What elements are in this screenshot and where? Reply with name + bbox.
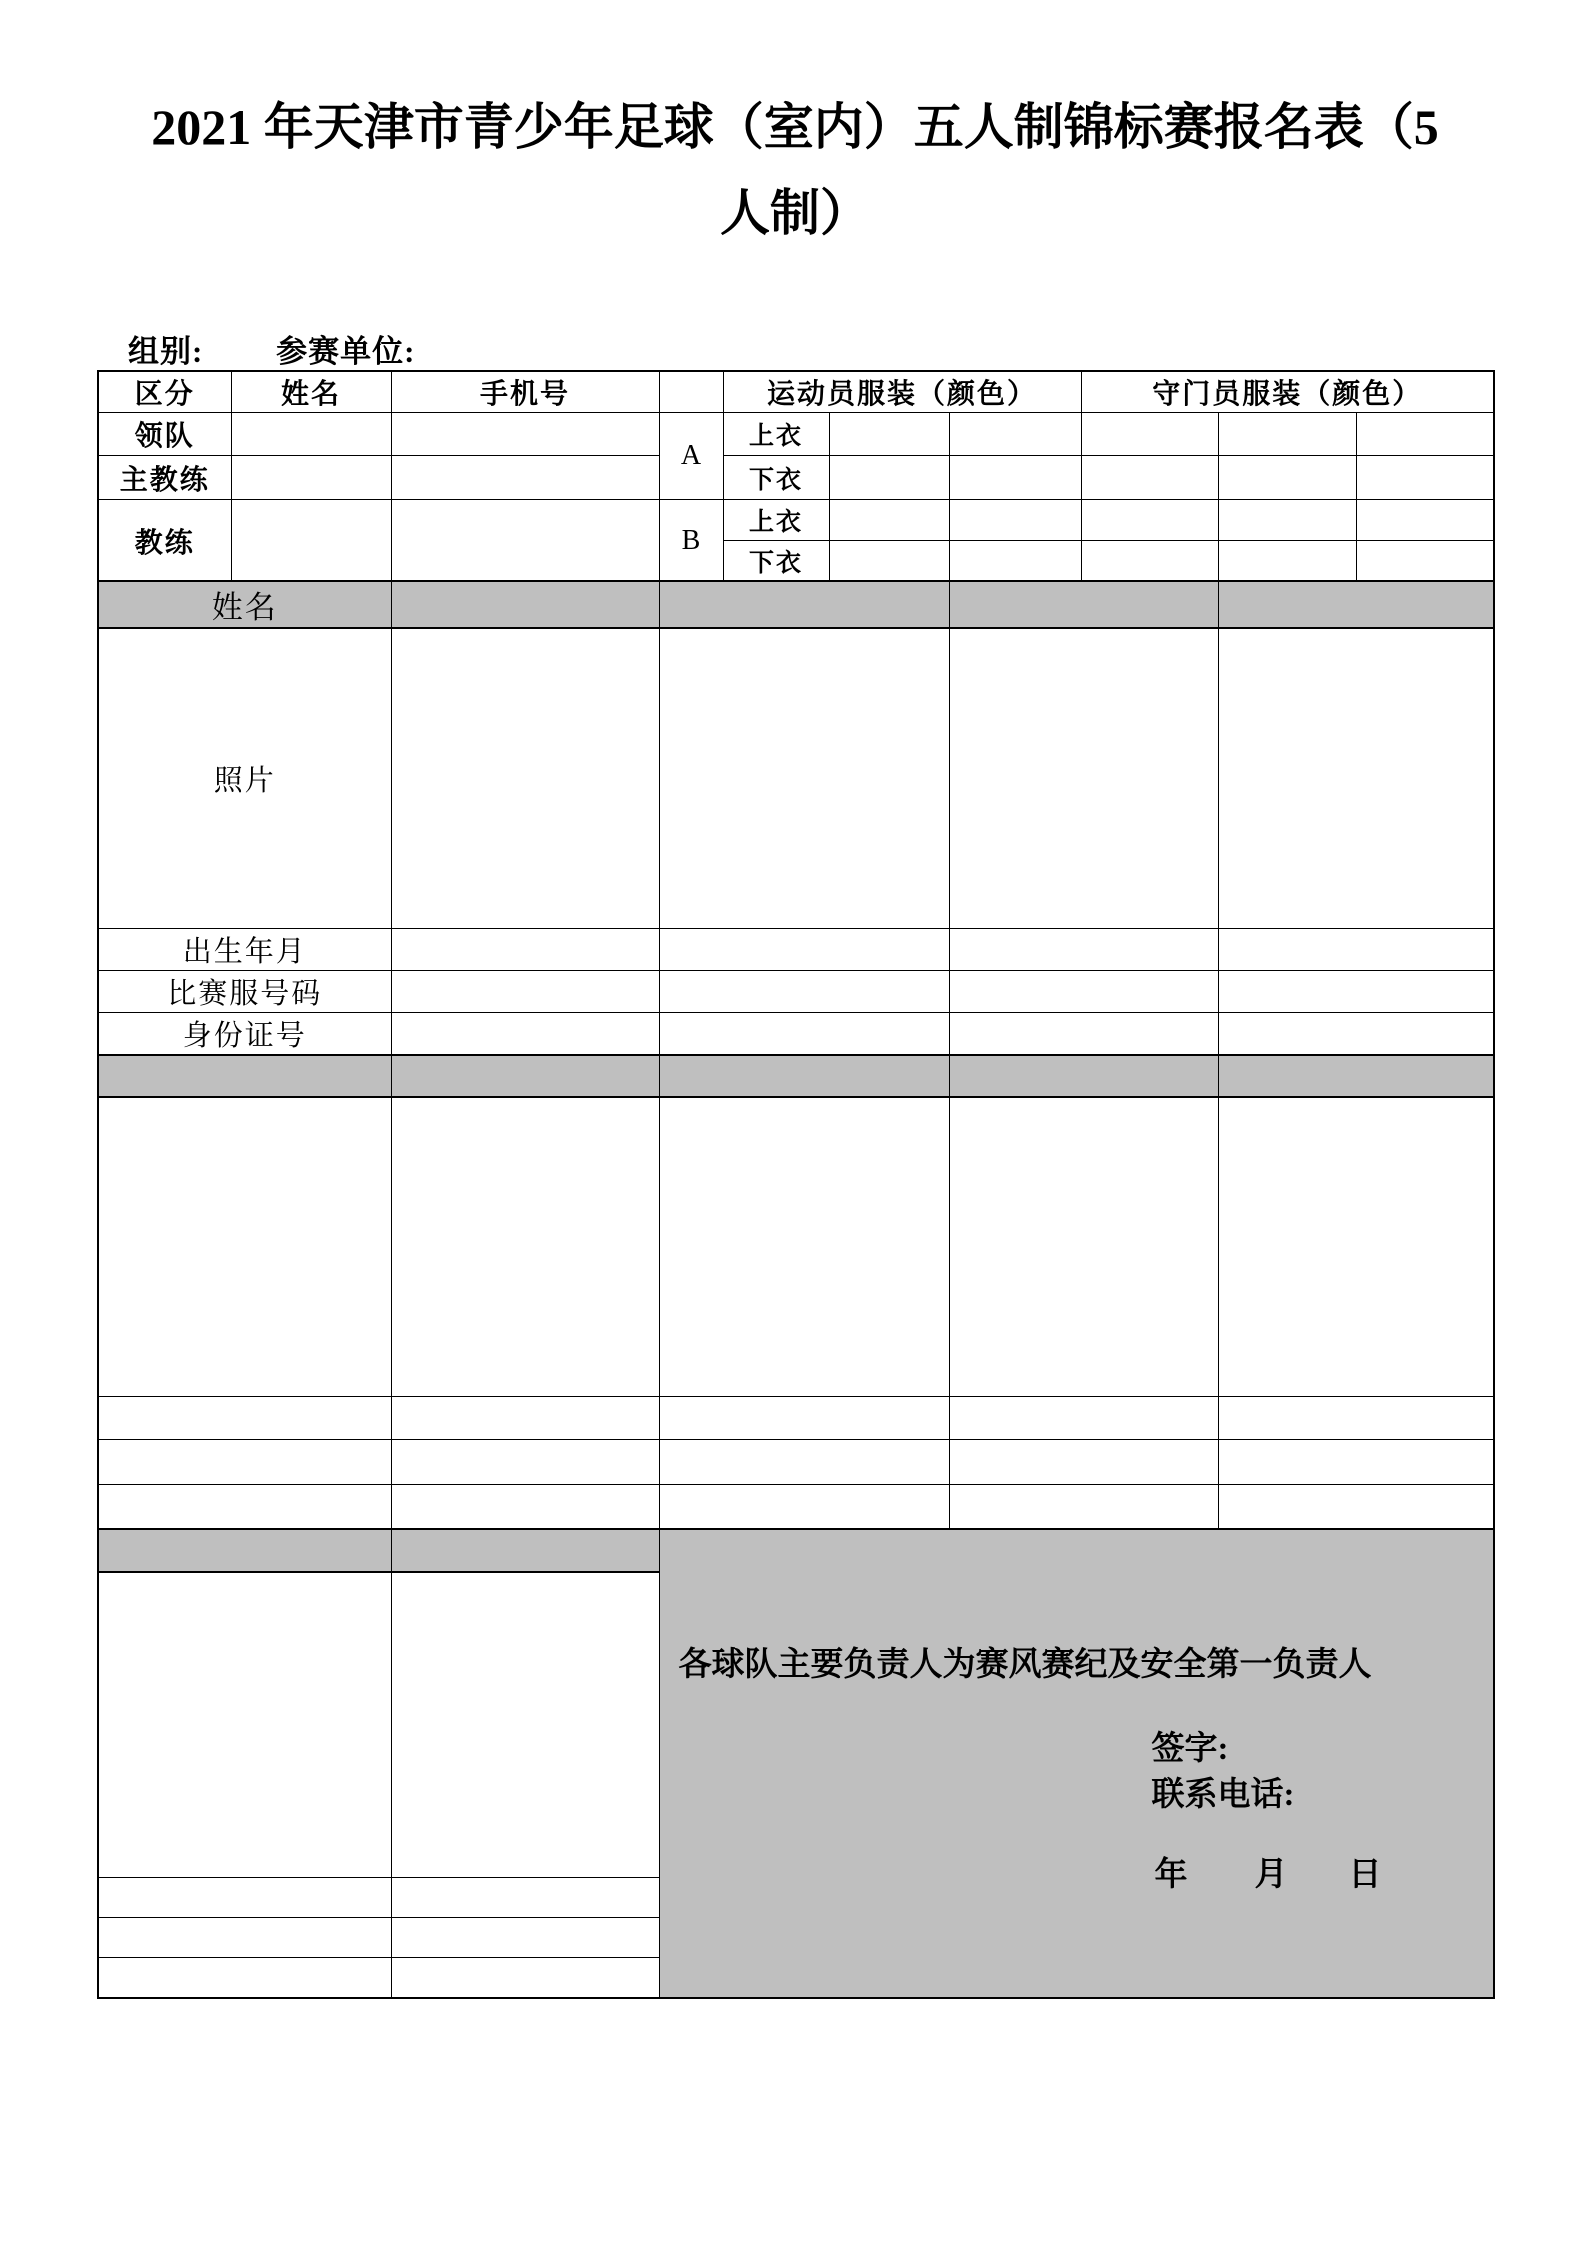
leader-row bbox=[98, 413, 1494, 456]
photo-cell bbox=[659, 1097, 949, 1397]
birth-cell-2 bbox=[659, 928, 949, 970]
staff-header-row bbox=[98, 371, 1494, 413]
kit-b-bottom-label: 下衣 bbox=[723, 541, 829, 583]
jersey-cell-3 bbox=[949, 970, 1218, 1012]
photo-row-2 bbox=[98, 1097, 1494, 1397]
shaded-cell bbox=[659, 1055, 949, 1097]
kit-group-a: A bbox=[659, 413, 723, 500]
roster-name-cell-1 bbox=[391, 581, 659, 628]
photo-cell-2 bbox=[659, 628, 949, 928]
header-phone: 手机号 bbox=[391, 371, 659, 413]
group-label: 组别: bbox=[128, 334, 204, 369]
kit-b-top-label: 上衣 bbox=[723, 500, 829, 541]
shaded-cell bbox=[949, 1055, 1218, 1097]
unit-label: 参赛单位: bbox=[276, 334, 416, 369]
gk-b-bottom-color-2 bbox=[1218, 541, 1356, 583]
gk-a-top-color-2 bbox=[1218, 413, 1356, 456]
roster-shaded-row-2 bbox=[98, 1055, 1494, 1097]
leader-label: 领队 bbox=[98, 413, 231, 456]
jersey-cell bbox=[391, 1440, 659, 1485]
photo-cell bbox=[98, 1572, 391, 1878]
jersey-row-1 bbox=[98, 970, 1494, 1012]
photo-cell-3 bbox=[949, 628, 1218, 928]
id-row-1 bbox=[98, 1012, 1494, 1055]
birth-cell bbox=[391, 1878, 659, 1918]
header-category: 区分 bbox=[98, 371, 231, 413]
responsibility-text: 各球队主要负责人为赛风赛纪及安全第一负责人 bbox=[678, 1646, 1372, 1683]
kit-b-top-color-1 bbox=[829, 500, 949, 541]
id-cell-3 bbox=[949, 1012, 1218, 1055]
gk-a-top-color-3 bbox=[1356, 413, 1494, 456]
shaded-cell bbox=[98, 1055, 391, 1097]
birth-cell bbox=[659, 1397, 949, 1440]
jersey-cell bbox=[98, 1440, 391, 1485]
birth-label: 出生年月 bbox=[98, 928, 391, 970]
kit-a-top-label: 上衣 bbox=[723, 413, 829, 456]
page-title-line1: 2021 年天津市青少年足球（室内）五人制锦标赛报名表（5 bbox=[151, 99, 1439, 155]
page-title bbox=[97, 84, 1493, 256]
gk-b-top-color-2 bbox=[1218, 500, 1356, 541]
page-title-line2: 人制） bbox=[720, 185, 870, 241]
id-cell bbox=[1218, 1485, 1494, 1529]
id-cell bbox=[391, 1485, 659, 1529]
roster-shaded-row-3 bbox=[98, 1529, 1494, 1572]
jersey-cell-2 bbox=[659, 970, 949, 1012]
jersey-cell bbox=[949, 1440, 1218, 1485]
kit-b-bottom-color-2 bbox=[949, 541, 1081, 583]
jersey-cell bbox=[659, 1440, 949, 1485]
jersey-cell bbox=[1218, 1440, 1494, 1485]
gk-b-top-color-3 bbox=[1356, 500, 1494, 541]
id-cell bbox=[391, 1958, 659, 1998]
roster-table bbox=[97, 580, 1495, 1999]
head-coach-label: 主教练 bbox=[98, 456, 231, 500]
id-row-2 bbox=[98, 1485, 1494, 1529]
coach-phone-cell bbox=[391, 500, 659, 583]
photo-cell-1 bbox=[391, 628, 659, 928]
photo-cell bbox=[391, 1097, 659, 1397]
jersey-cell bbox=[98, 1918, 391, 1958]
jersey-cell bbox=[391, 1918, 659, 1958]
head-coach-phone-cell bbox=[391, 456, 659, 500]
id-cell-2 bbox=[659, 1012, 949, 1055]
roster-name-cell-4 bbox=[1218, 581, 1494, 628]
header-blank-cell bbox=[659, 371, 723, 413]
birth-cell-3 bbox=[949, 928, 1218, 970]
sign-label: 签字: bbox=[1151, 1730, 1229, 1767]
birth-row-2 bbox=[98, 1397, 1494, 1440]
contact-label: 联系电话: bbox=[1151, 1776, 1295, 1813]
kit-group-b: B bbox=[659, 500, 723, 583]
birth-cell-1 bbox=[391, 928, 659, 970]
jersey-cell-4 bbox=[1218, 970, 1494, 1012]
birth-cell bbox=[391, 1397, 659, 1440]
shaded-cell bbox=[1218, 1055, 1494, 1097]
roster-name-row bbox=[98, 581, 1494, 628]
id-cell bbox=[98, 1485, 391, 1529]
photo-row-1 bbox=[98, 628, 1494, 928]
jersey-cell-1 bbox=[391, 970, 659, 1012]
notice-area bbox=[659, 1529, 1494, 1998]
shaded-cell bbox=[98, 1529, 391, 1572]
birth-cell bbox=[949, 1397, 1218, 1440]
roster-name-cell-3 bbox=[949, 581, 1218, 628]
kit-a-bottom-color-1 bbox=[829, 456, 949, 500]
day-label: 日 bbox=[1348, 1856, 1382, 1893]
staff-kit-table bbox=[97, 370, 1495, 584]
header-goalkeeper-kit: 守门员服装（颜色） bbox=[1081, 371, 1494, 413]
header-name: 姓名 bbox=[231, 371, 391, 413]
gk-b-bottom-color-1 bbox=[1081, 541, 1218, 583]
id-cell bbox=[949, 1485, 1218, 1529]
birth-row-1 bbox=[98, 928, 1494, 970]
jersey-row-2 bbox=[98, 1440, 1494, 1485]
kit-a-bottom-color-2 bbox=[949, 456, 1081, 500]
kit-b-bottom-color-1 bbox=[829, 541, 949, 583]
photo-cell bbox=[949, 1097, 1218, 1397]
month-label: 月 bbox=[1254, 1856, 1288, 1893]
shaded-cell bbox=[391, 1055, 659, 1097]
gk-a-top-color-1 bbox=[1081, 413, 1218, 456]
group-unit-line bbox=[128, 326, 415, 371]
kit-a-top-color-1 bbox=[829, 413, 949, 456]
jersey-label: 比赛服号码 bbox=[98, 970, 391, 1012]
kit-a-bottom-label: 下衣 bbox=[723, 456, 829, 500]
roster-name-label: 姓名 bbox=[98, 581, 391, 628]
id-cell bbox=[659, 1485, 949, 1529]
leader-phone-cell bbox=[391, 413, 659, 456]
kit-a-top-color-2 bbox=[949, 413, 1081, 456]
gk-b-top-color-1 bbox=[1081, 500, 1218, 541]
shaded-cell bbox=[391, 1529, 659, 1572]
leader-name-cell bbox=[231, 413, 391, 456]
coach-row-top bbox=[98, 500, 1494, 541]
photo-cell bbox=[98, 1097, 391, 1397]
birth-cell bbox=[1218, 1397, 1494, 1440]
birth-cell bbox=[98, 1397, 391, 1440]
id-cell-1 bbox=[391, 1012, 659, 1055]
gk-b-bottom-color-3 bbox=[1356, 541, 1494, 583]
coach-label: 教练 bbox=[98, 500, 231, 583]
year-label: 年 bbox=[1154, 1856, 1188, 1893]
coach-name-cell bbox=[231, 500, 391, 583]
kit-b-top-color-2 bbox=[949, 500, 1081, 541]
head-coach-row bbox=[98, 456, 1494, 500]
gk-a-bottom-color-1 bbox=[1081, 456, 1218, 500]
birth-cell-4 bbox=[1218, 928, 1494, 970]
photo-cell bbox=[391, 1572, 659, 1878]
id-cell-4 bbox=[1218, 1012, 1494, 1055]
gk-a-bottom-color-3 bbox=[1356, 456, 1494, 500]
photo-cell-4 bbox=[1218, 628, 1494, 928]
header-player-kit: 运动员服装（颜色） bbox=[723, 371, 1081, 413]
id-label: 身份证号 bbox=[98, 1012, 391, 1055]
date-line bbox=[660, 1848, 1494, 1893]
birth-cell bbox=[98, 1878, 391, 1918]
id-cell bbox=[98, 1958, 391, 1998]
gk-a-bottom-color-2 bbox=[1218, 456, 1356, 500]
photo-label: 照片 bbox=[98, 628, 391, 928]
head-coach-name-cell bbox=[231, 456, 391, 500]
photo-cell bbox=[1218, 1097, 1494, 1397]
roster-name-cell-2 bbox=[659, 581, 949, 628]
